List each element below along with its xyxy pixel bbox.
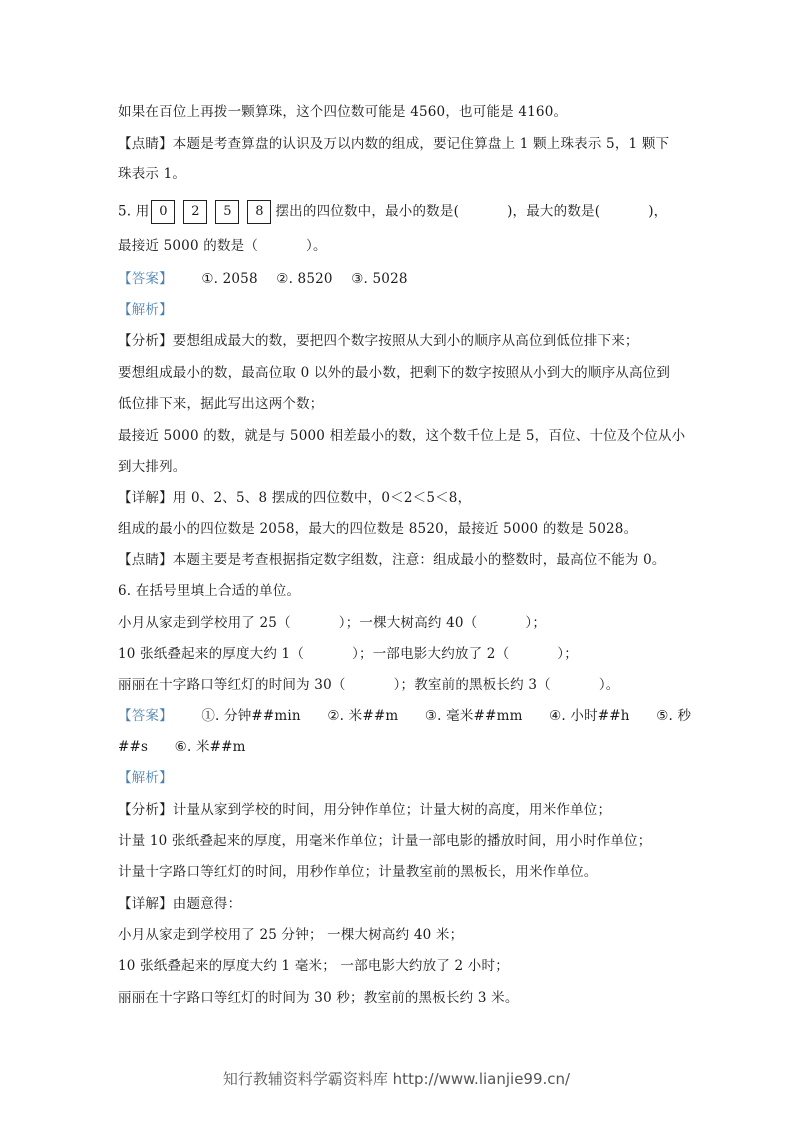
analysis-line: 计量十字路口等红灯的时间，用秒作单位；计量教室前的黑板长，用米作单位。 [118, 864, 598, 880]
answer-item: ①. 2058 [201, 271, 258, 287]
detail-line: 丽丽在十字路口等红灯的时间为 30 秒；教室前的黑板长约 3 米。 [118, 990, 519, 1006]
digit-box: 5 [215, 200, 239, 224]
analysis-tag: 【解析】 [118, 770, 173, 786]
question-text: 10 张纸叠起来的厚度大约 1（ [118, 646, 305, 662]
key-point-line: 【点睛】本题主要是考查根据指定数字组数，注意：组成最小的整数时，最高位不能为 0。 [118, 552, 666, 568]
analysis-line: 【分析】计量从家到学校的时间，用分钟作单位；计量大树的高度，用米作单位； [118, 802, 612, 818]
text-line: 如果在百位上再拨一颗算珠，这个四位数可能是 4560，也可能是 4160。 [118, 104, 568, 120]
question-number: 5. [118, 203, 132, 220]
analysis-line: 最接近 5000 的数，就是与 5000 相差最小的数，这个数千位上是 5，百位、十位及个位从小 [118, 428, 686, 444]
question-text: 丽丽在十字路口等红灯的时间为 30（ [118, 677, 346, 693]
answer-tag: 【答案】 [118, 271, 173, 287]
question-text: 用 [135, 203, 150, 220]
answer-line [118, 706, 691, 726]
question-6-title: 6. 在括号里填上合适的单位。 [118, 583, 301, 599]
question-text: 小月从家走到学校用了 25（ [118, 615, 291, 631]
question-6-row [118, 613, 546, 633]
answer-item: ①. 分钟##min [201, 708, 301, 724]
analysis-line: 要想组成最小的数，最高位取 0 以外的最小数，把剩下的数字按照从小到大的顺序从高位到 [118, 365, 671, 381]
detail-line: 【详解】用 0、2、5、8 摆成的四位数中，0＜2＜5＜8， [118, 490, 472, 506]
question-text: ）；一部电影大约放了 2（ [352, 646, 510, 662]
answer-line [118, 737, 246, 757]
footer-watermark: 知行教辅资料学霸资料库 http://www.lianjie99.cn/ [222, 1070, 571, 1088]
digit-box: 0 [151, 200, 175, 224]
question-text: 最接近 5000 的数是（ [118, 238, 259, 254]
key-point-line: 【点睛】本题是考查算盘的认识及万以内数的组成，要记住算盘上 1 颗上珠表示 5，1 颗下 [118, 136, 670, 152]
text-line: 珠表示 1。 [118, 166, 187, 182]
analysis-line: 【分析】要想组成最大的数，要把四个数字按照从大到小的顺序从高位到低位排下来； [118, 333, 639, 349]
question-5-stem [118, 200, 667, 224]
answer-item: ③. 毫米##mm [424, 708, 523, 724]
question-text: ）； [557, 646, 578, 662]
answer-item: ④. 小时##h [549, 708, 630, 724]
analysis-line: 低位排下来，据此写出这两个数； [118, 396, 324, 412]
analysis-line: 到大排列。 [118, 459, 187, 475]
analysis-tag: 【解析】 [118, 302, 173, 318]
answer-item: ⑤. 秒 [656, 708, 692, 724]
answer-item: ⑥. 米##m [174, 739, 246, 755]
question-text: ）；一棵大树高约 40（ [338, 615, 478, 631]
answer-item: ③. 5028 [351, 271, 408, 287]
question-text: ）。 [598, 677, 620, 693]
question-5-line2 [118, 236, 327, 256]
analysis-line: 计量 10 张纸叠起来的厚度，用毫米作单位；计量一部电影的播放时间，用小时作单位； [118, 833, 652, 849]
question-text: ）；教室前的黑板长约 3（ [393, 677, 551, 693]
question-6-row [118, 644, 578, 664]
question-text: ）。 [306, 238, 327, 254]
digit-box: 8 [247, 200, 271, 224]
question-text: )， [648, 203, 668, 220]
digit-box: 2 [183, 200, 207, 224]
question-text: )，最大的数是( [507, 203, 601, 220]
detail-line: 组成的最小的四位数是 2058，最大的四位数是 8520，最接近 5000 的数是 5028。 [118, 521, 638, 537]
question-6-row [118, 675, 619, 695]
question-text: ）； [525, 615, 547, 631]
detail-line: 小月从家走到学校用了 25 分钟； 一棵大树高约 40 米； [118, 927, 464, 943]
detail-line: 【详解】由题意得： [118, 896, 242, 912]
question-text: 摆出的四位数中，最小的数是( [275, 203, 460, 220]
answer-line [118, 269, 408, 289]
answer-item: ②. 米##m [327, 708, 399, 724]
answer-item: ##s [118, 739, 149, 755]
answer-item: ②. 8520 [276, 271, 333, 287]
detail-line: 10 张纸叠起来的厚度大约 1 毫米； 一部电影大约放了 2 小时； [118, 958, 509, 974]
answer-tag: 【答案】 [118, 708, 173, 724]
